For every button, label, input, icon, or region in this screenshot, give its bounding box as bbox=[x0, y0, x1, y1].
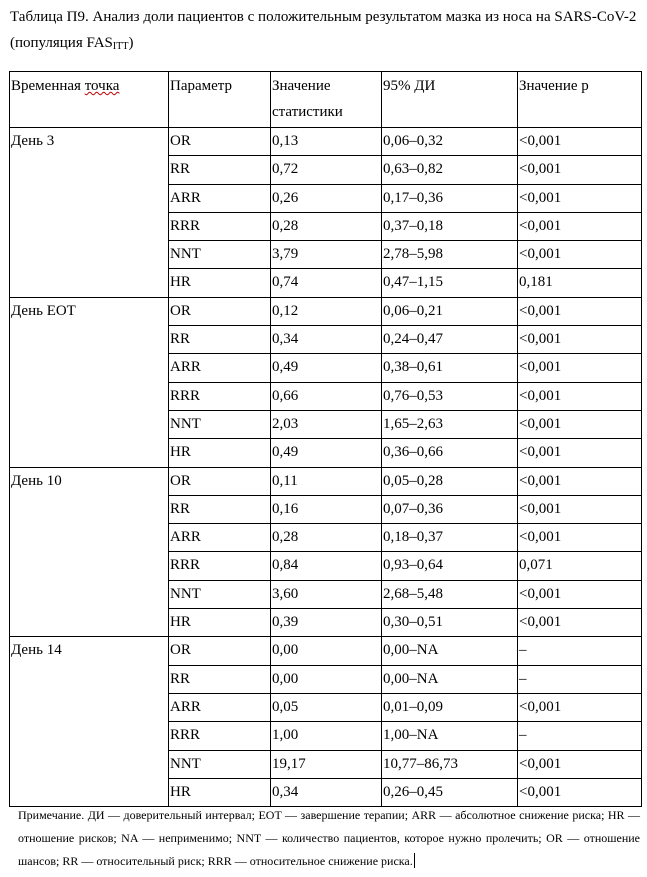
cell-statistic: 0,11 bbox=[271, 467, 382, 495]
cell-ci: 0,00–NA bbox=[382, 665, 518, 693]
cell-statistic: 0,28 bbox=[271, 524, 382, 552]
table-body bbox=[10, 128, 642, 807]
cell-statistic: 0,72 bbox=[271, 156, 382, 184]
cell-parameter: NNT bbox=[169, 750, 271, 778]
cell-ci: 0,06–0,21 bbox=[382, 297, 518, 325]
cell-p-value: – bbox=[518, 722, 642, 750]
cell-p-value: <0,001 bbox=[518, 580, 642, 608]
cell-ci: 10,77–86,73 bbox=[382, 750, 518, 778]
table-note bbox=[18, 804, 640, 873]
cell-ci: 0,24–0,47 bbox=[382, 326, 518, 354]
cell-statistic: 3,60 bbox=[271, 580, 382, 608]
cell-p-value: <0,001 bbox=[518, 354, 642, 382]
cell-statistic: 0,39 bbox=[271, 609, 382, 637]
header-statistic: Значение статистики bbox=[271, 72, 382, 128]
header-time-point bbox=[10, 72, 169, 128]
cell-statistic: 0,28 bbox=[271, 212, 382, 240]
cell-statistic: 19,17 bbox=[271, 750, 382, 778]
header-time-point-word2: точка bbox=[84, 78, 120, 94]
cell-statistic: 0,34 bbox=[271, 326, 382, 354]
cell-p-value: <0,001 bbox=[518, 609, 642, 637]
cell-statistic: 0,00 bbox=[271, 665, 382, 693]
cell-p-value: <0,001 bbox=[518, 495, 642, 523]
cell-ci: 0,00–NA bbox=[382, 637, 518, 665]
cell-ci: 0,06–0,32 bbox=[382, 128, 518, 156]
cell-ci: 0,17–0,36 bbox=[382, 184, 518, 212]
cell-parameter: OR bbox=[169, 128, 271, 156]
cell-ci: 0,38–0,61 bbox=[382, 354, 518, 382]
cell-time-point: День 3 bbox=[10, 128, 169, 298]
cell-p-value: <0,001 bbox=[518, 467, 642, 495]
cell-p-value: <0,001 bbox=[518, 297, 642, 325]
cell-ci: 0,05–0,28 bbox=[382, 467, 518, 495]
cell-ci: 0,47–1,15 bbox=[382, 269, 518, 297]
cell-statistic: 0,13 bbox=[271, 128, 382, 156]
cell-ci: 0,01–0,09 bbox=[382, 693, 518, 721]
header-p-value: Значение р bbox=[518, 72, 642, 128]
table-row bbox=[10, 297, 642, 325]
cell-time-point: День EOT bbox=[10, 297, 169, 467]
cell-statistic: 0,16 bbox=[271, 495, 382, 523]
cell-time-point: День 14 bbox=[10, 637, 169, 807]
cell-ci: 0,76–0,53 bbox=[382, 382, 518, 410]
cell-parameter: HR bbox=[169, 778, 271, 806]
cell-p-value: – bbox=[518, 637, 642, 665]
cell-p-value: <0,001 bbox=[518, 212, 642, 240]
note-text: Примечание. ДИ — доверительный интервал; EOT — завершение терапии; ARR — абсолютное снижение риска; HR — отношение рисков; NA — неприменимо; NNT — количество пациентов, которое нужно пролечить; OR — отношение шансов; RR — относительный риск; RRR — относительное снижение риска. bbox=[18, 808, 640, 868]
cell-ci: 0,26–0,45 bbox=[382, 778, 518, 806]
header-time-point-word1: Временная bbox=[11, 78, 81, 94]
cell-statistic: 0,66 bbox=[271, 382, 382, 410]
cell-statistic: 0,26 bbox=[271, 184, 382, 212]
cell-p-value: <0,001 bbox=[518, 156, 642, 184]
cell-parameter: RR bbox=[169, 156, 271, 184]
cell-parameter: OR bbox=[169, 637, 271, 665]
cell-ci: 2,78–5,98 bbox=[382, 241, 518, 269]
text-cursor bbox=[414, 853, 415, 868]
cell-parameter: NNT bbox=[169, 580, 271, 608]
cell-statistic: 0,49 bbox=[271, 439, 382, 467]
cell-statistic: 3,79 bbox=[271, 241, 382, 269]
results-table bbox=[9, 71, 642, 807]
cell-parameter: NNT bbox=[169, 410, 271, 438]
cell-p-value: <0,001 bbox=[518, 410, 642, 438]
caption-text: Таблица П9. Анализ доли пациентов с положительным результатом мазка из носа на SARS-CoV-2 (популяция FAS bbox=[10, 9, 637, 51]
cell-ci: 0,37–0,18 bbox=[382, 212, 518, 240]
cell-ci: 1,00–NA bbox=[382, 722, 518, 750]
cell-p-value: <0,001 bbox=[518, 778, 642, 806]
cell-parameter: NNT bbox=[169, 241, 271, 269]
cell-parameter: RRR bbox=[169, 382, 271, 410]
table-row bbox=[10, 467, 642, 495]
cell-p-value: <0,001 bbox=[518, 326, 642, 354]
cell-parameter: RRR bbox=[169, 722, 271, 750]
cell-p-value: 0,071 bbox=[518, 552, 642, 580]
cell-p-value: <0,001 bbox=[518, 382, 642, 410]
cell-parameter: OR bbox=[169, 297, 271, 325]
cell-statistic: 1,00 bbox=[271, 722, 382, 750]
cell-ci: 0,36–0,66 bbox=[382, 439, 518, 467]
cell-statistic: 0,74 bbox=[271, 269, 382, 297]
cell-statistic: 2,03 bbox=[271, 410, 382, 438]
cell-parameter: RR bbox=[169, 495, 271, 523]
cell-ci: 0,93–0,64 bbox=[382, 552, 518, 580]
table-row bbox=[10, 637, 642, 665]
cell-ci: 1,65–2,63 bbox=[382, 410, 518, 438]
cell-statistic: 0,49 bbox=[271, 354, 382, 382]
cell-parameter: HR bbox=[169, 609, 271, 637]
cell-parameter: OR bbox=[169, 467, 271, 495]
cell-p-value: <0,001 bbox=[518, 184, 642, 212]
cell-ci: 0,07–0,36 bbox=[382, 495, 518, 523]
caption-close: ) bbox=[128, 35, 134, 51]
table-row bbox=[10, 128, 642, 156]
cell-p-value: – bbox=[518, 665, 642, 693]
cell-ci: 0,63–0,82 bbox=[382, 156, 518, 184]
cell-p-value: <0,001 bbox=[518, 241, 642, 269]
cell-parameter: HR bbox=[169, 439, 271, 467]
cell-p-value: 0,181 bbox=[518, 269, 642, 297]
cell-parameter: HR bbox=[169, 269, 271, 297]
cell-ci: 0,18–0,37 bbox=[382, 524, 518, 552]
cell-parameter: RR bbox=[169, 665, 271, 693]
cell-p-value: <0,001 bbox=[518, 750, 642, 778]
cell-parameter: ARR bbox=[169, 524, 271, 552]
cell-parameter: ARR bbox=[169, 693, 271, 721]
cell-statistic: 0,12 bbox=[271, 297, 382, 325]
cell-parameter: ARR bbox=[169, 354, 271, 382]
table-header-row bbox=[10, 72, 642, 128]
cell-parameter: ARR bbox=[169, 184, 271, 212]
cell-parameter: RRR bbox=[169, 552, 271, 580]
header-parameter: Параметр bbox=[169, 72, 271, 128]
cell-ci: 2,68–5,48 bbox=[382, 580, 518, 608]
cell-p-value: <0,001 bbox=[518, 439, 642, 467]
cell-p-value: <0,001 bbox=[518, 128, 642, 156]
cell-time-point: День 10 bbox=[10, 467, 169, 637]
caption-subscript: ITT bbox=[112, 41, 129, 52]
table-caption bbox=[10, 4, 640, 60]
cell-statistic: 0,05 bbox=[271, 693, 382, 721]
cell-parameter: RR bbox=[169, 326, 271, 354]
cell-p-value: <0,001 bbox=[518, 693, 642, 721]
cell-p-value: <0,001 bbox=[518, 524, 642, 552]
cell-ci: 0,30–0,51 bbox=[382, 609, 518, 637]
cell-statistic: 0,00 bbox=[271, 637, 382, 665]
cell-parameter: RRR bbox=[169, 212, 271, 240]
cell-statistic: 0,34 bbox=[271, 778, 382, 806]
cell-statistic: 0,84 bbox=[271, 552, 382, 580]
header-ci: 95% ДИ bbox=[382, 72, 518, 128]
